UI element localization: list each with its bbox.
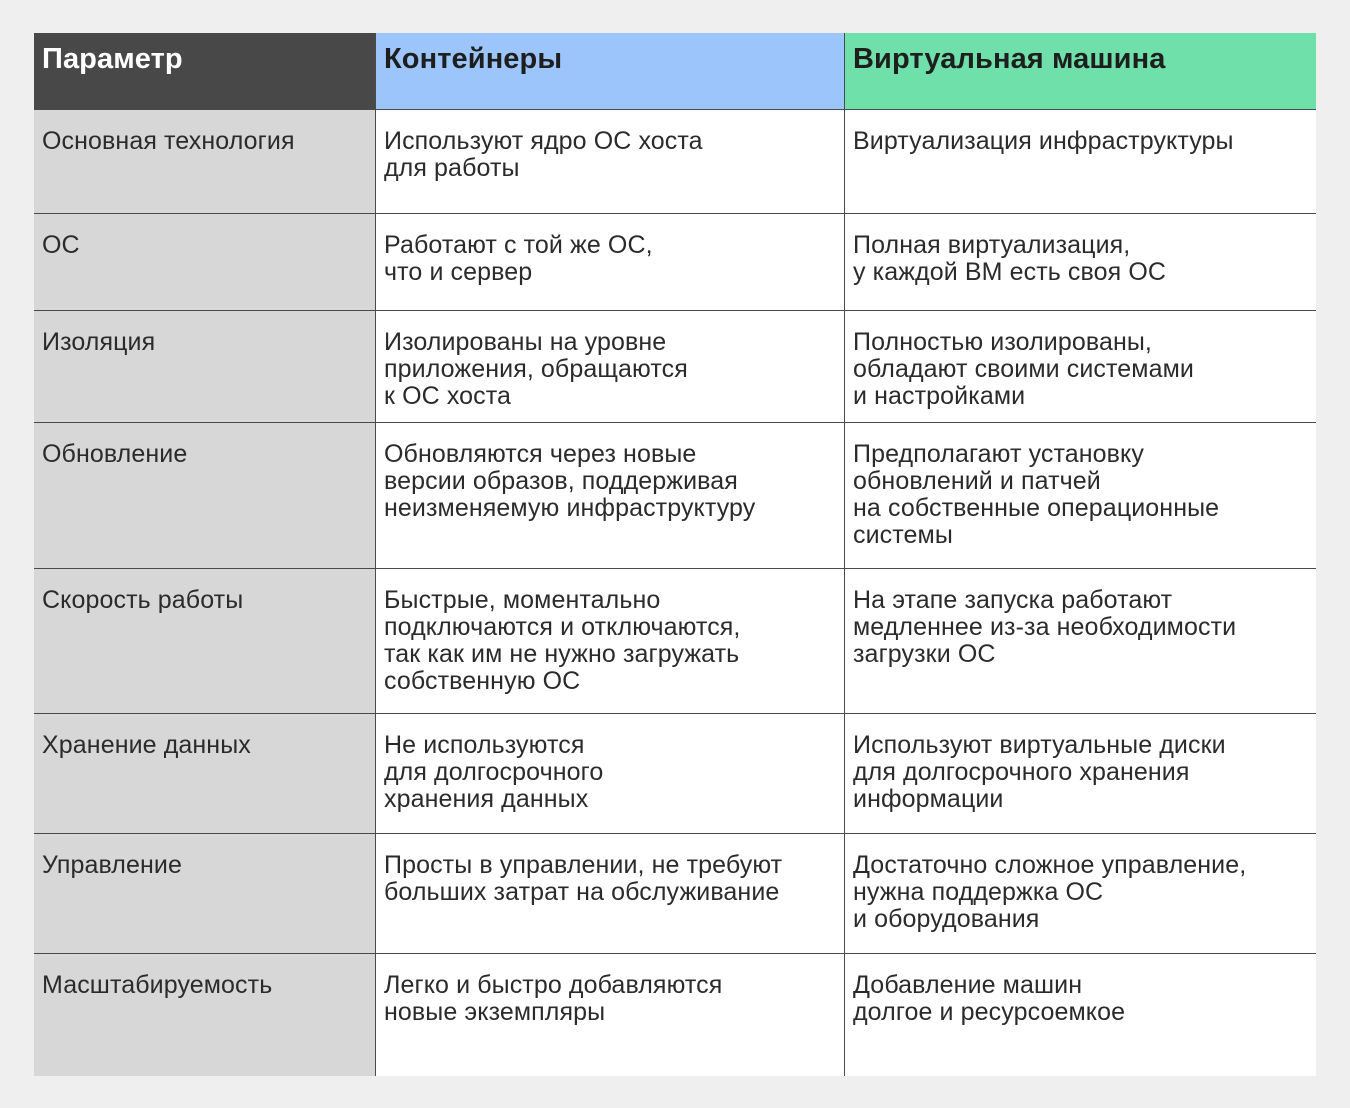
row-containers-cell: Работают с той же ОС, что и сервер	[376, 214, 845, 311]
row-param-cell: Основная технология	[34, 110, 376, 214]
row-containers-cell: Не используются для долгосрочного хранения данных	[376, 714, 845, 834]
row-vm-cell: Полная виртуализация, у каждой ВМ есть своя ОС	[845, 214, 1316, 311]
row-containers-cell: Легко и быстро добавляются новые экземпляры	[376, 954, 845, 1076]
row-vm-cell: Используют виртуальные диски для долгосрочного хранения информации	[845, 714, 1316, 834]
row-param-cell: Управление	[34, 834, 376, 954]
header-containers: Контейнеры	[376, 33, 845, 110]
row-vm-cell: Достаточно сложное управление, нужна поддержка ОС и оборудования	[845, 834, 1316, 954]
row-param-cell: Обновление	[34, 423, 376, 569]
row-vm-cell: Полностью изолированы, обладают своими системами и настройками	[845, 311, 1316, 423]
row-param-cell: Скорость работы	[34, 569, 376, 714]
row-param-cell: Изоляция	[34, 311, 376, 423]
row-vm-cell: Виртуализация инфраструктуры	[845, 110, 1316, 214]
row-param-cell: Масштабируемость	[34, 954, 376, 1076]
header-parameter: Параметр	[34, 33, 376, 110]
row-param-cell: ОС	[34, 214, 376, 311]
row-vm-cell: Добавление машин долгое и ресурсоемкое	[853, 971, 1126, 1026]
row-vm-cell: Предполагают установку обновлений и патчей на собственные операционные системы	[845, 423, 1316, 569]
header-virtual-machine: Виртуальная машина	[845, 33, 1316, 110]
row-containers-cell: Просты в управлении, не требуют больших затрат на обслуживание	[376, 834, 845, 954]
row-containers-cell: Используют ядро ОС хоста для работы	[376, 110, 845, 214]
row-containers-cell: Быстрые, моментально подключаются и отключаются, так как им не нужно загружать собственную ОС	[376, 569, 845, 714]
row-containers-cell: Изолированы на уровне приложения, обращаются к ОС хоста	[376, 311, 845, 423]
row-param-cell: Хранение данных	[34, 714, 376, 834]
row-containers-cell: Обновляются через новые версии образов, поддерживая неизменяемую инфраструктуру	[376, 423, 845, 569]
row-vm-cell: На этапе запуска работают медленнее из-за необходимости загрузки ОС	[845, 569, 1316, 714]
comparison-table	[34, 33, 1316, 1076]
